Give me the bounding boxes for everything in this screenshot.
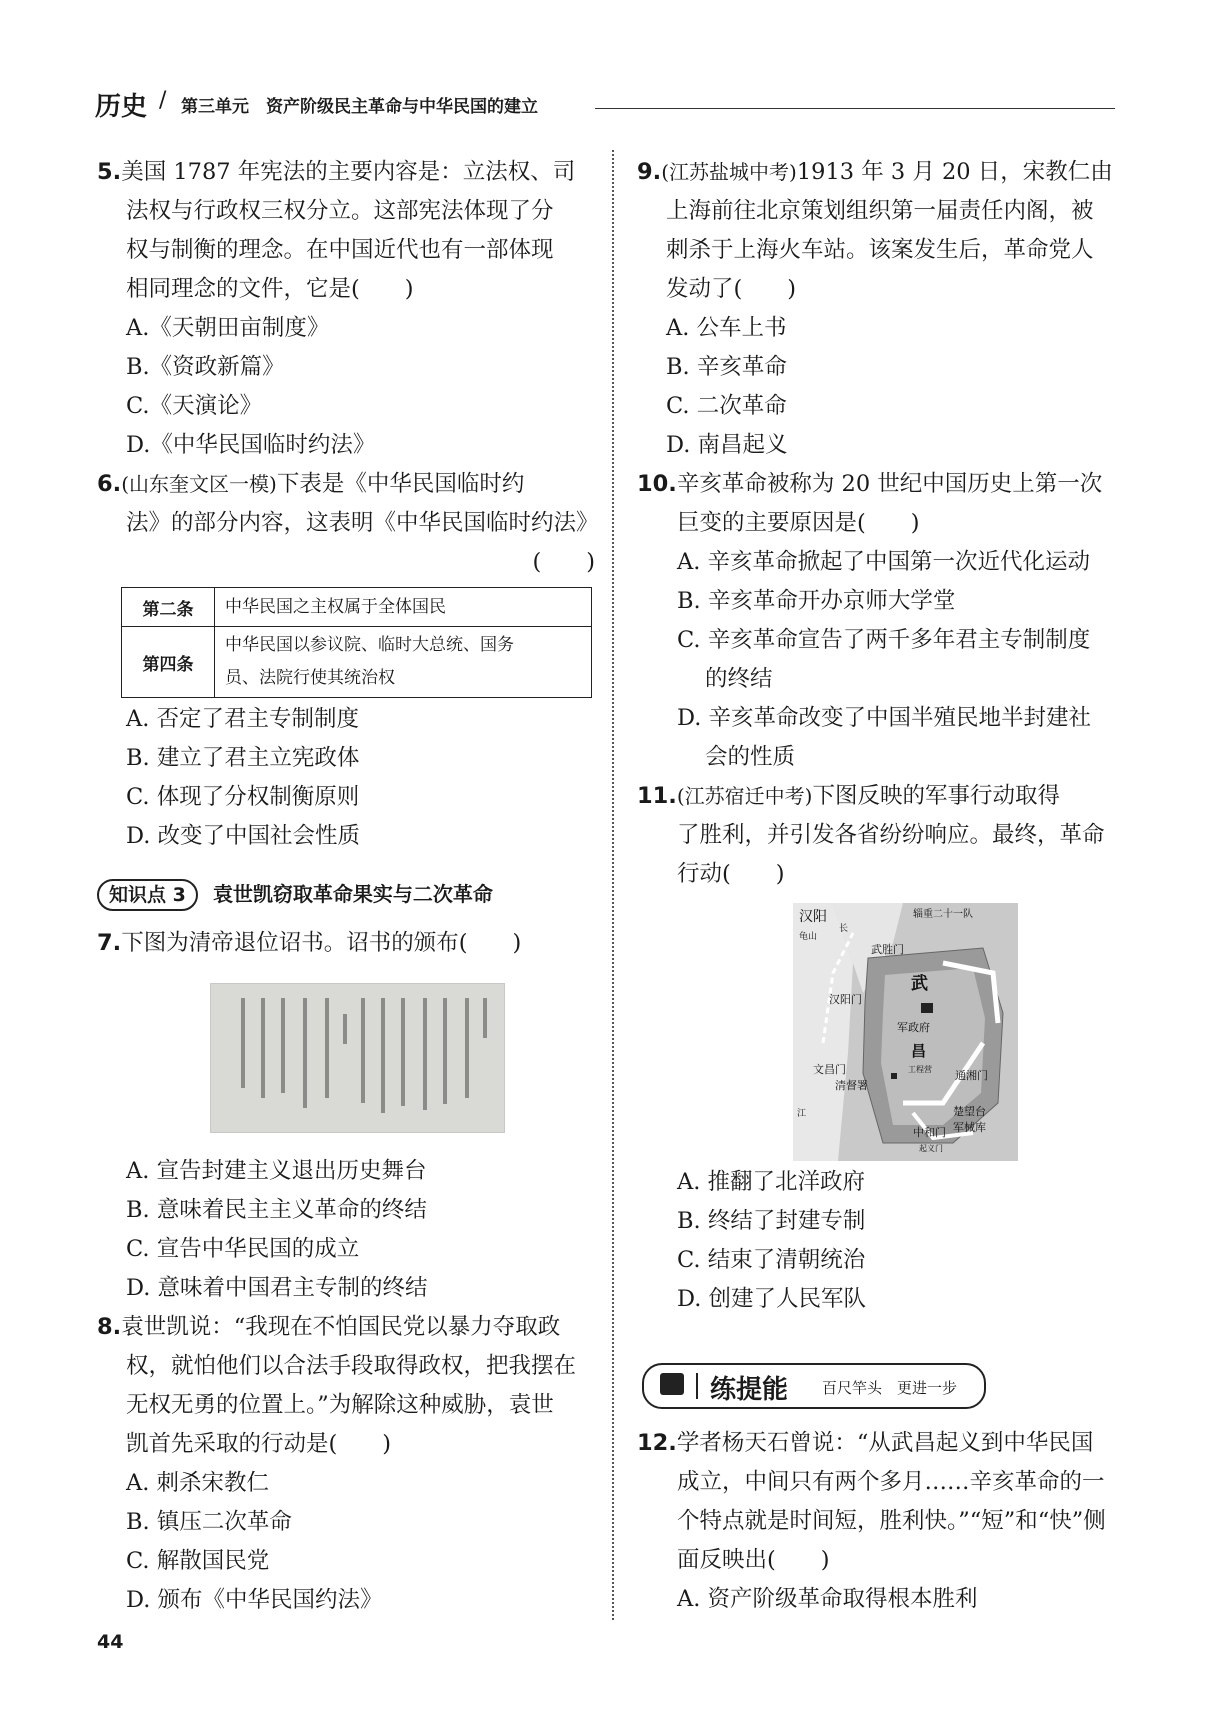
question-number: 5. — [97, 159, 122, 185]
option-b: B. 意味着民主主义革命的终结 — [126, 1197, 427, 1223]
option-d-cont: 会的性质 — [705, 744, 796, 770]
map-label: 汉阳 — [799, 909, 827, 925]
question-text: 个特点就是时间短，胜利快。”“短”和“快”侧 — [677, 1508, 1106, 1534]
knowledge-point-badge: 知识点 3 — [97, 879, 198, 911]
governor-office-marker — [891, 1073, 897, 1079]
map-label: 军械库 — [953, 1121, 986, 1134]
question-text: 相同理念的文件，它是( ) — [126, 276, 414, 302]
question-number: 8. — [97, 1314, 122, 1340]
option-c: C. 体现了分权制衡原则 — [126, 784, 360, 810]
practice-banner — [642, 1363, 986, 1409]
map-label: 江 — [797, 1109, 807, 1119]
map-label: 楚望台 — [953, 1105, 986, 1118]
question-text: 辛亥革命被称为 20 世纪中国历史上第一次 — [676, 471, 1103, 497]
question-9 — [637, 153, 1137, 465]
question-number: 11. — [637, 783, 677, 809]
option-b: B.《资政新篇》 — [126, 354, 285, 380]
option-d: D.《中华民国临时约法》 — [126, 432, 376, 458]
option-b: B. 辛亥革命开办京师大学堂 — [677, 588, 956, 614]
banner-subtitle: 百尺竿头 更进一步 — [822, 1379, 958, 1397]
option-a: A. 否定了君主专制制度 — [126, 706, 360, 732]
header-rule — [595, 108, 1115, 109]
option-d: D. 辛亥革命改变了中国半殖民地半封建社 — [677, 705, 1092, 731]
knowledge-point-heading — [97, 878, 493, 912]
question-text: 法》的部分内容，这表明《中华民国临时约法》 — [126, 510, 599, 536]
option-d: D. 创建了人民军队 — [677, 1286, 867, 1312]
question-text: 法权与行政权三权分立。这部宪法体现了分 — [126, 198, 554, 224]
map-label: 文昌门 — [813, 1063, 846, 1076]
option-c: C. 结束了清朝统治 — [677, 1247, 866, 1273]
question-text: 权，就怕他们以合法手段取得政权，把我摆在 — [126, 1353, 577, 1379]
question-text: 1913 年 3 月 20 日，宋教仁由 — [796, 159, 1113, 185]
option-b: B. 辛亥革命 — [666, 354, 787, 380]
unit-title: 第三单元 资产阶级民主革命与中华民国的建立 — [181, 97, 538, 117]
page-header — [95, 82, 1135, 122]
header-slash: / — [159, 88, 167, 113]
question-text: 发动了( ) — [666, 276, 797, 302]
map-label: 龟山 — [799, 932, 818, 942]
option-c: C. 解散国民党 — [126, 1548, 270, 1574]
question-7-options — [97, 1152, 597, 1308]
table-row — [122, 627, 592, 698]
map-label: 中和门 — [913, 1126, 946, 1139]
option-c: C.《天演论》 — [126, 393, 263, 419]
map-label: 军政府 — [897, 1021, 930, 1034]
question-8 — [97, 1308, 597, 1620]
question-text: 下图为清帝退位诏书。诏书的颁布( ) — [121, 930, 522, 956]
option-d: D. 改变了中国社会性质 — [126, 823, 361, 849]
option-c: C. 辛亥革命宣告了两千多年君主专制制度 — [677, 627, 1091, 653]
question-6-options — [97, 700, 597, 856]
question-source: (山东奎文区一模) — [121, 472, 277, 496]
military-gov-marker — [921, 1003, 933, 1013]
map-label: 昌 — [911, 1042, 927, 1060]
banner-title: 练提能 — [710, 1375, 789, 1405]
question-7 — [97, 924, 597, 963]
question-text: 刺杀于上海火车站。该案发生后，革命党人 — [666, 237, 1094, 263]
map-label: 工程营 — [908, 1065, 932, 1074]
answer-paren: ( ) — [532, 549, 595, 575]
table-content-line: 中华民国以参议院、临时大总统、国务 — [225, 635, 514, 655]
question-5 — [97, 153, 597, 465]
question-text: 行动( ) — [677, 861, 785, 887]
map-label: 武 — [911, 974, 928, 994]
table-content: 中华民国之主权属于全体国民 — [215, 588, 592, 627]
question-text: 权与制衡的理念。在中国近代也有一部体现 — [126, 237, 554, 263]
option-a: A. 公车上书 — [666, 315, 787, 341]
table-article: 第四条 — [122, 627, 215, 698]
option-b: B. 建立了君主立宪政体 — [126, 745, 360, 771]
option-c: C. 二次革命 — [666, 393, 787, 419]
question-number: 7. — [97, 930, 122, 956]
question-text: 凯首先采取的行动是( ) — [126, 1431, 392, 1457]
option-a: A. 资产阶级革命取得根本胜利 — [677, 1586, 978, 1612]
question-text: 美国 1787 年宪法的主要内容是：立法权、司 — [121, 159, 576, 185]
map-label: 清督署 — [835, 1079, 868, 1092]
question-number: 9. — [637, 159, 662, 185]
column-divider — [612, 150, 614, 1620]
question-12 — [637, 1424, 1157, 1619]
option-a: A. 宣告封建主义退出历史舞台 — [126, 1158, 427, 1184]
subject-title: 历史 — [95, 92, 148, 122]
option-a: A.《天朝田亩制度》 — [126, 315, 330, 341]
question-text: 成立，中间只有两个多月……辛亥革命的一 — [677, 1469, 1105, 1495]
question-text: 面反映出( ) — [677, 1547, 830, 1573]
knowledge-point-title: 袁世凯窃取革命果实与二次革命 — [212, 882, 493, 906]
question-text: 下表是《中华民国临时约 — [276, 471, 525, 497]
question-number: 10. — [637, 471, 677, 497]
question-text: 下图反映的军事行动取得 — [812, 783, 1060, 809]
abdication-decree-image — [210, 983, 505, 1133]
question-6 — [97, 465, 597, 582]
option-d: D. 南昌起义 — [666, 432, 788, 458]
option-c: C. 宣告中华民国的成立 — [126, 1236, 360, 1262]
map-label: 通湘门 — [955, 1069, 988, 1082]
table-content — [215, 627, 592, 698]
question-source: (江苏宿迁中考) — [676, 784, 813, 808]
map-label: 武胜门 — [871, 943, 904, 956]
page-number: 44 — [97, 1631, 124, 1653]
question-text: 袁世凯说：“我现在不怕国民党以暴力夺取政 — [121, 1314, 561, 1340]
option-c-cont: 的终结 — [705, 666, 773, 692]
table-article: 第二条 — [122, 588, 215, 627]
question-10 — [637, 465, 1157, 777]
question-text: 无权无勇的位置上。”为解除这种威胁，袁世 — [126, 1392, 554, 1418]
question-number: 6. — [97, 471, 122, 497]
question-number: 12. — [637, 1430, 677, 1456]
option-a: A. 刺杀宋教仁 — [126, 1470, 270, 1496]
banner-separator — [696, 1373, 698, 1399]
constitution-table — [121, 587, 592, 698]
question-source: (江苏盐城中考) — [661, 160, 797, 184]
option-a: A. 推翻了北洋政府 — [677, 1169, 866, 1195]
map-label: 起义门 — [919, 1144, 943, 1153]
table-row — [122, 588, 592, 627]
map-label: 汉阳门 — [829, 993, 862, 1006]
table-content-line: 员、法院行使其统治权 — [225, 668, 395, 688]
option-d: D. 颁布《中华民国约法》 — [126, 1587, 383, 1613]
question-text: 巨变的主要原因是( ) — [677, 510, 920, 536]
option-b: B. 终结了封建专制 — [677, 1208, 866, 1234]
map-label: 长 — [839, 924, 849, 934]
map-label: 辎重二十一队 — [913, 909, 973, 920]
question-text: 了胜利，并引发各省纷纷响应。最终，革命 — [677, 822, 1105, 848]
question-text: 学者杨天石曾说：“从武昌起义到中华民国 — [676, 1430, 1094, 1456]
option-b: B. 镇压二次革命 — [126, 1509, 292, 1535]
option-a: A. 辛亥革命掀起了中国第一次近代化运动 — [677, 549, 1091, 575]
chart-icon — [660, 1373, 684, 1395]
question-text: 上海前往北京策划组织第一届责任内阁，被 — [666, 198, 1094, 224]
question-11-options — [637, 1163, 1137, 1319]
option-d: D. 意味着中国君主专制的终结 — [126, 1275, 428, 1301]
wuchang-uprising-map — [793, 903, 1018, 1161]
question-11 — [637, 777, 1157, 894]
